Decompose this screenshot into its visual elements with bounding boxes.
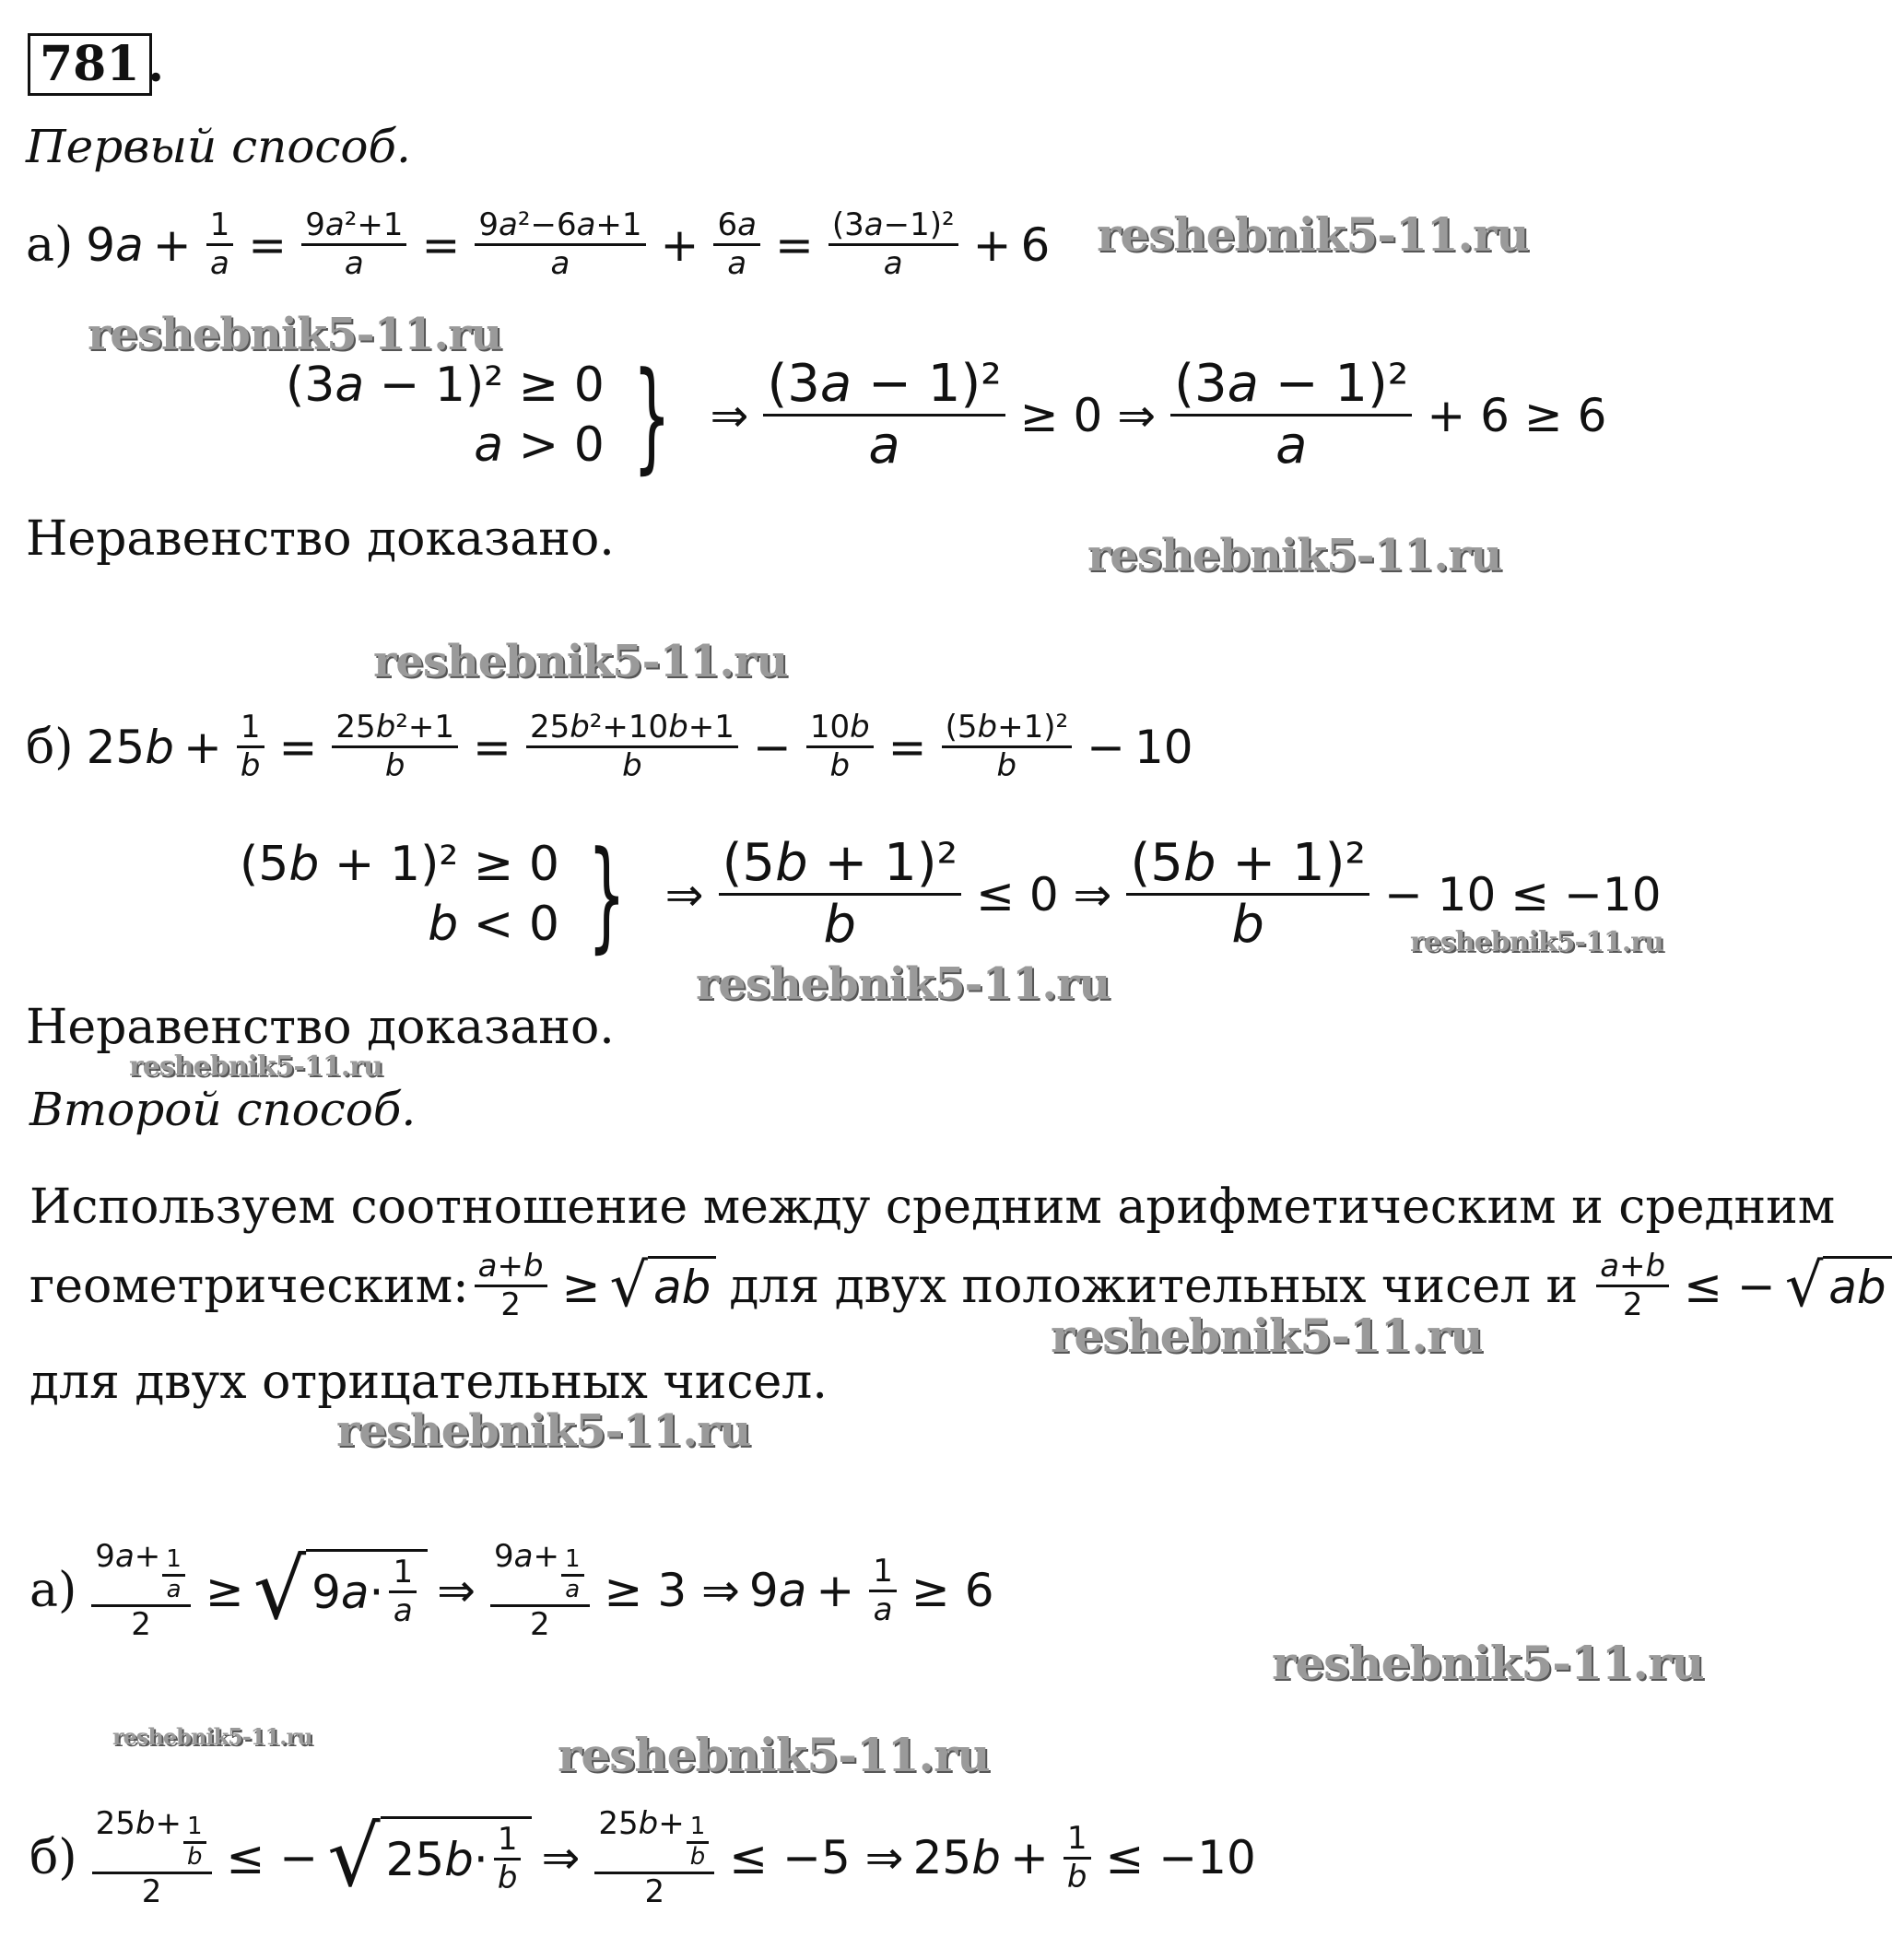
para2-line2: геометрическим: $\frac{a+b}{2}$ ≥ √ ab для двух положительных чисел и $\frac{a+b}{2}$ ≤ − √ ab — [29, 1249, 1892, 1323]
watermark: reshebnik5-11.ru — [1097, 207, 1529, 262]
method1-heading: Первый способ. — [26, 120, 411, 173]
eq-b-line1: б) 25b + $\frac{1}{b}$ = $\frac{\text{25b²+1}}{b}$ = $\frac{\text{25b²+10b+1}}{b}$ − $\frac{10b}{b}$ = $\frac{\text{(5b+1)²}}{b}$ − 10 — [26, 709, 1193, 785]
label-a: а) — [26, 217, 74, 273]
watermark: reshebnik5-11.ru — [336, 1405, 751, 1457]
eq2-a: а) 9a+ $\frac{1}{a}$ 2 ≥ √ 9 a · $\frac{1}{a}$ ⇒ 9a+ $\frac{1}{a}$ 2 ≥ 3 ⇒ 9a + $\frac{1}{a}$ ≥ 6 — [29, 1538, 994, 1643]
para2-line3: для двух отрицательных чисел. — [29, 1355, 828, 1410]
watermark: reshebnik5-11.ru — [1410, 926, 1663, 958]
label-b: б) — [26, 719, 74, 775]
watermark: reshebnik5-11.ru — [558, 1728, 990, 1782]
problem-number-dot: . — [147, 37, 165, 93]
watermark: reshebnik5-11.ru — [696, 958, 1111, 1010]
watermark: reshebnik5-11.ru — [1051, 1309, 1483, 1363]
proved-b: Неравенство доказано. — [26, 1000, 615, 1055]
watermark: reshebnik5-11.ru — [129, 1050, 382, 1083]
watermark: reshebnik5-11.ru — [373, 636, 788, 687]
eq-a-system: (3a − 1)² ≥ 0 a > 0 } ⇒ $\frac{\text{(3a − 1)²}}{a}$ ≥ 0 ⇒ $\frac{\text{(3a − 1)²}}{a}$ + 6 ≥ 6 — [286, 345, 1607, 486]
eq2-b: б) 25b+ $\frac{1}{b}$ 2 ≤ − √ 25 b · $\frac{1}{b}$ ⇒ 25b+ $\frac{1}{b}$ 2 ≤ −5 ⇒ 25b + $\frac{1}{b}$ ≤ −10 — [29, 1805, 1256, 1910]
watermark: reshebnik5-11.ru — [88, 309, 502, 360]
watermark: reshebnik5-11.ru — [112, 1723, 312, 1750]
method2-heading: Второй способ. — [29, 1083, 417, 1136]
eq-b-system: (5b + 1)² ≥ 0 b < 0 } ⇒ $\frac{\text{(5b + 1)²}}{b}$ ≤ 0 ⇒ $\frac{\text{(5b + 1)²}}{b}$ − 10 ≤ −10 — [240, 824, 1662, 965]
para2-line1: Используем соотношение между средним арифметическим и средним — [29, 1180, 1836, 1235]
eq-a-line1: а) 9a + $\frac{1}{a}$ = $\frac{\text{9a²+1}}{a}$ = $\frac{\text{9a²−6a+1}}{a}$ + $\frac{6a}{a}$ = $\frac{\text{(3a−1)²}}{a}$ + 6 — [26, 206, 1051, 283]
watermark: reshebnik5-11.ru — [1272, 1636, 1704, 1690]
proved-a: Неравенство доказано. — [26, 511, 615, 567]
watermark: reshebnik5-11.ru — [1087, 530, 1502, 581]
problem-number: 781 — [28, 33, 152, 96]
